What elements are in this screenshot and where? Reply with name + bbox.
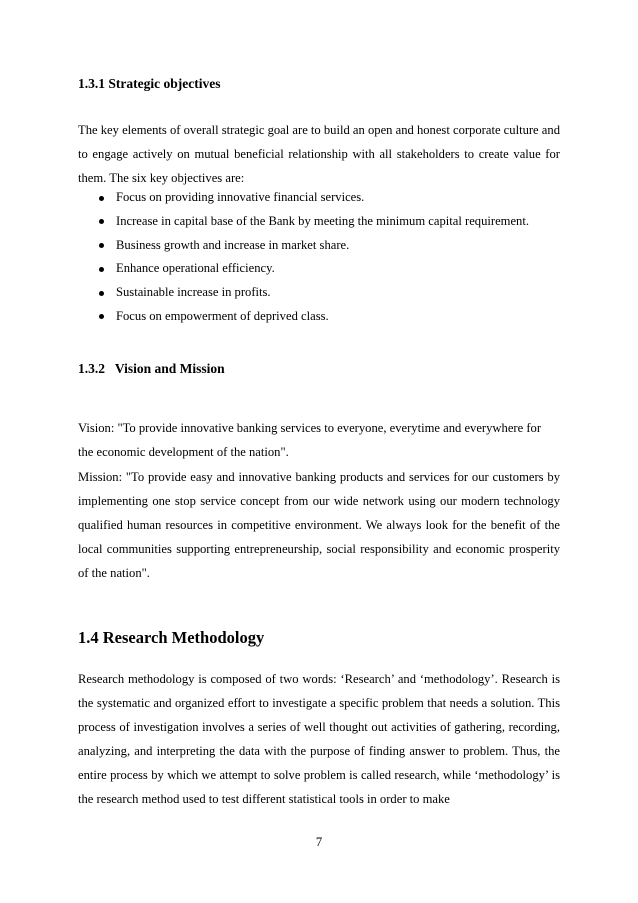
list-item: Focus on providing innovative financial services.	[78, 186, 560, 210]
bullet-icon	[99, 219, 104, 224]
list-item: Business growth and increase in market share.	[78, 234, 560, 258]
list-item: Enhance operational efficiency.	[78, 257, 560, 281]
paragraph-strategic-intro: The key elements of overall strategic goal are to build an open and honest corporate culture and to engage actively on mutual beneficial relationship with all stakeholders to create value for them. The six key objectives are:	[78, 123, 560, 185]
list-item: Increase in capital base of the Bank by meeting the minimum capital requirement.	[78, 210, 560, 234]
objectives-list	[78, 186, 560, 329]
bullet-icon	[99, 291, 104, 296]
list-item: Sustainable increase in profits.	[78, 281, 560, 305]
paragraph-mission: Mission: "To provide easy and innovative banking products and services for our customers by implementing one stop service concept from our wide network using our modern technology qualified human resources in competitive environment. We always look for the benefit of the local communities supporting entrepreneurship, social responsibility and economic prosperity of the nation".	[78, 470, 560, 580]
heading-vision-mission: 1.3.2 Vision and Mission	[78, 361, 225, 376]
bullet-icon	[99, 314, 104, 319]
paragraph-research-methodology: Research methodology is composed of two words: ‘Research’ and ‘methodology’. Research is the systematic and organized effort to investigate a specific problem that needs a solution. This process of investigation involves a series of well thought out activities of gathering, recording, analyzing, and interpreting the data with the purpose of finding answer to problem. Thus, the entire process by which we attempt to solve problem is called research, while ‘methodology’ is the research method used to test different statistical tools in order to make	[78, 672, 560, 806]
bullet-icon	[99, 243, 104, 248]
heading-strategic-objectives: 1.3.1 Strategic objectives	[78, 76, 221, 91]
bullet-icon	[99, 196, 104, 201]
heading-research-methodology: 1.4 Research Methodology	[78, 628, 265, 647]
page-number: 7	[315, 835, 323, 849]
paragraph-vision: Vision: "To provide innovative banking services to everyone, everytime and everywhere for the economic development of the nation".	[78, 421, 542, 459]
list-item: Focus on empowerment of deprived class.	[78, 305, 560, 329]
bullet-icon	[99, 267, 104, 272]
